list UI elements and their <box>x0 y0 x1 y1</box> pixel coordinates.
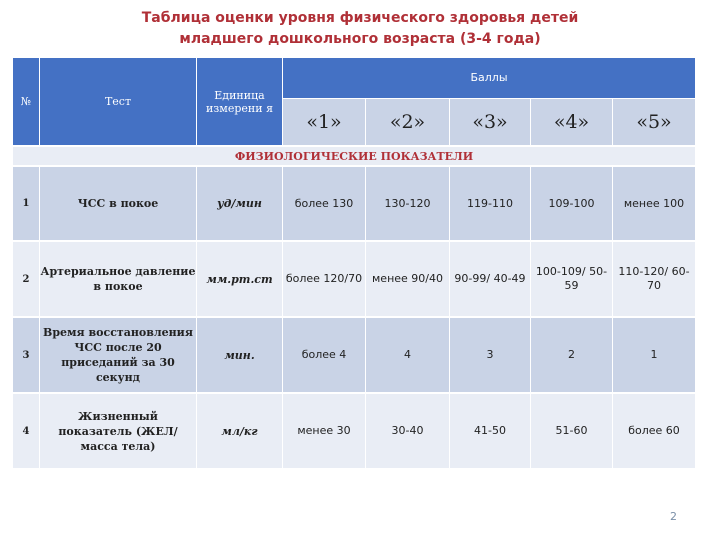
row-value: более 130 <box>283 166 366 241</box>
row-num: 3 <box>13 317 40 393</box>
score-label-2: «2» <box>366 98 450 146</box>
row-test: Время восстановления ЧСС после 20 приседаний за 30 секунд <box>40 317 197 393</box>
row-value: 1 <box>613 317 696 393</box>
row-value: более 60 <box>613 393 696 469</box>
row-value: 109-100 <box>531 166 613 241</box>
row-value: 100-109/ 50-59 <box>531 241 613 317</box>
row-num: 1 <box>13 166 40 241</box>
row-value: менее 100 <box>613 166 696 241</box>
score-label-3: «3» <box>450 98 531 146</box>
row-unit: мм.рт.ст <box>197 241 283 317</box>
row-value: 4 <box>366 317 450 393</box>
table-row <box>13 393 696 469</box>
row-value: 3 <box>450 317 531 393</box>
row-value: более 120/70 <box>283 241 366 317</box>
row-unit: уд/мин <box>197 166 283 241</box>
title-line-2: младшего дошкольного возраста (3-4 года) <box>179 31 541 47</box>
table-row <box>13 317 696 393</box>
row-test: ЧСС в покое <box>40 166 197 241</box>
row-unit: мин. <box>197 317 283 393</box>
row-value: 119-110 <box>450 166 531 241</box>
row-test: Артериальное давление в покое <box>40 241 197 317</box>
row-value: более 4 <box>283 317 366 393</box>
row-test: Жизненный показатель (ЖЕЛ/масса тела) <box>40 393 197 469</box>
health-assessment-table <box>12 58 696 470</box>
header-scores: Баллы <box>283 58 696 98</box>
title-line-1: Таблица оценки уровня физического здоровья детей <box>141 10 579 26</box>
page-title <box>0 8 720 50</box>
row-value: 90-99/ 40-49 <box>450 241 531 317</box>
row-value: 51-60 <box>531 393 613 469</box>
row-value: 2 <box>531 317 613 393</box>
row-unit: мл/кг <box>197 393 283 469</box>
score-label-1: «1» <box>283 98 366 146</box>
row-value: 30-40 <box>366 393 450 469</box>
row-value: 110-120/ 60-70 <box>613 241 696 317</box>
table-row <box>13 166 696 241</box>
row-num: 4 <box>13 393 40 469</box>
score-label-5: «5» <box>613 98 696 146</box>
header-unit <box>197 58 283 146</box>
header-num: № <box>13 58 40 146</box>
score-label-4: «4» <box>531 98 613 146</box>
row-value: менее 30 <box>283 393 366 469</box>
page-number: 2 <box>670 510 677 523</box>
row-value: 41-50 <box>450 393 531 469</box>
row-num: 2 <box>13 241 40 317</box>
row-value: 130-120 <box>366 166 450 241</box>
header-unit-label: Единица измерени я <box>205 88 274 115</box>
header-test: Тест <box>40 58 197 146</box>
row-value: менее 90/40 <box>366 241 450 317</box>
section-label: ФИЗИОЛОГИЧЕСКИЕ ПОКАЗАТЕЛИ <box>13 146 696 166</box>
table-row <box>13 241 696 317</box>
